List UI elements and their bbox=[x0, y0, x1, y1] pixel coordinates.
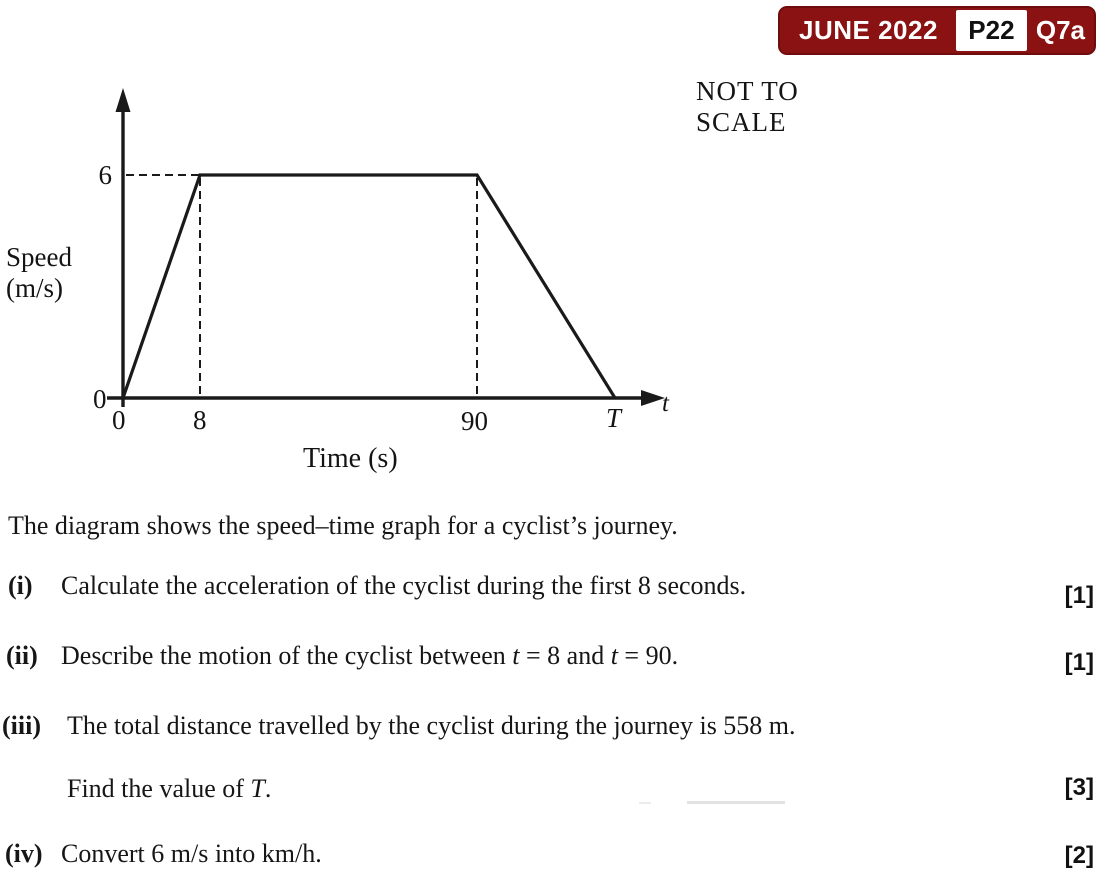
badge-paper-label: P22 bbox=[956, 10, 1027, 51]
y-tick-0: 0 bbox=[93, 384, 107, 414]
question-iii-text-line2 bbox=[67, 774, 271, 804]
not-to-scale-line1: NOT TO bbox=[696, 76, 799, 106]
question-iii-line2-post: . bbox=[264, 774, 272, 803]
question-ref-badge bbox=[778, 6, 1096, 55]
question-ii-var-t2: t bbox=[610, 641, 618, 670]
y-axis-title bbox=[6, 242, 72, 304]
question-iii-number: (iii) bbox=[2, 711, 41, 740]
x-axis-variable: t bbox=[662, 390, 669, 417]
question-ii-text bbox=[61, 641, 678, 671]
y-axis-title-line1: Speed bbox=[6, 242, 72, 272]
x-axis-title: Time (s) bbox=[303, 443, 398, 474]
question-i-marks: [1] bbox=[1064, 582, 1094, 609]
intro-text: The diagram shows the speed–time graph for a cyclist’s journey. bbox=[8, 511, 678, 540]
question-iii-line2-pre: Find the value of bbox=[67, 774, 251, 803]
question-ii-var-t1: t bbox=[512, 641, 520, 670]
question-ii-text-post: = 90. bbox=[617, 641, 679, 670]
speed-time-graph-figure bbox=[0, 0, 700, 500]
x-tick-0: 0 bbox=[112, 405, 126, 435]
question-iv-number: (iv) bbox=[5, 839, 43, 868]
x-tick-90: 90 bbox=[461, 406, 488, 436]
speed-time-curve bbox=[123, 175, 615, 398]
question-iv-text: Convert 6 m/s into km/h. bbox=[61, 839, 322, 868]
badge-question-label: Q7a bbox=[1035, 15, 1086, 45]
question-ii-number: (ii) bbox=[6, 641, 38, 670]
x-tick-T: T bbox=[606, 403, 622, 433]
scan-artifact-dash bbox=[639, 802, 651, 804]
y-axis-title-line2: (m/s) bbox=[6, 273, 63, 304]
y-axis-arrow-icon bbox=[116, 88, 131, 112]
y-tick-6: 6 bbox=[98, 160, 112, 190]
badge-session-label: JUNE 2022 bbox=[799, 15, 938, 45]
question-ii-text-pre: Describe the motion of the cyclist between bbox=[61, 641, 513, 670]
question-iii-var-T: T bbox=[250, 774, 265, 803]
question-iv-marks: [2] bbox=[1064, 842, 1094, 869]
x-tick-8: 8 bbox=[193, 405, 207, 435]
question-i-number: (i) bbox=[8, 571, 33, 600]
question-i-text: Calculate the acceleration of the cyclist during the first 8 seconds. bbox=[61, 571, 747, 600]
not-to-scale-note bbox=[696, 76, 799, 138]
question-iii-marks: [3] bbox=[1064, 774, 1094, 801]
question-ii-text-mid: = 8 and bbox=[519, 641, 611, 670]
question-ii-marks: [1] bbox=[1064, 649, 1094, 676]
not-to-scale-line2: SCALE bbox=[696, 107, 787, 138]
scan-artifact-line bbox=[687, 801, 785, 804]
question-iii-text-line1: The total distance travelled by the cyclist during the journey is 558 m. bbox=[67, 711, 796, 740]
